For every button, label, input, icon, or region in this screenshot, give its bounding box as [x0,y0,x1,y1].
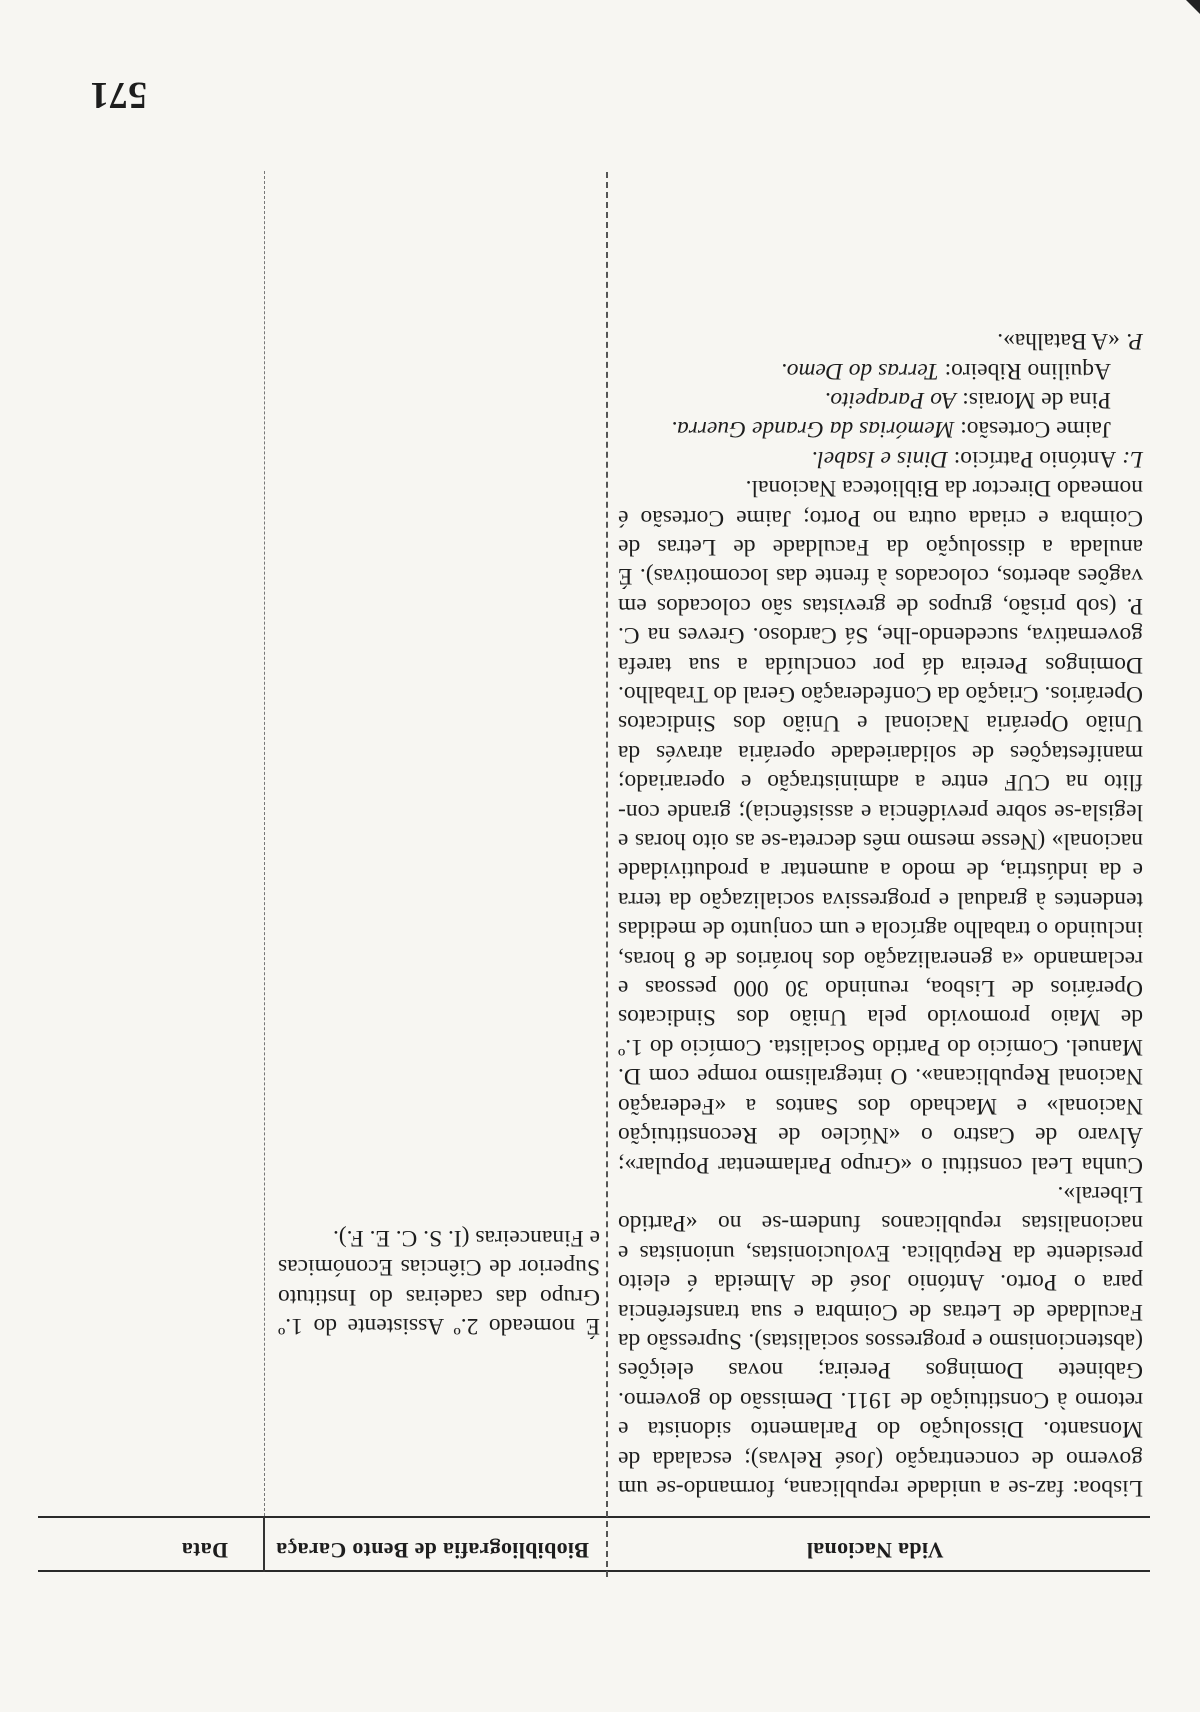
literature-entry: L: António Patrício: Dinis e Isabel. [811,445,1143,472]
biobibliografia-column [278,1222,600,1340]
press-entry: P. «A Batalha». [997,328,1143,355]
table-header [0,1521,1200,1579]
literature-entry: Jaime Cortesão: Memórias da Grande Guerra. [671,416,1111,443]
bio-paragraph: É nomeado 2.º Assistente do 1.º Grupo das cadeiras do Instituto Superior de Ciências Económicas e Financeiras (I. S. C. E. F.). [278,1224,600,1339]
column-divider-1 [606,172,608,1577]
vida-paragraph-1: Lisboa: faz-se a unidade republicana, formando-se um governo de concentração (José Relvas); escalada de Monsanto. Dissolução do Parlamento sidonista e retorno à Constituição de 1911. Demissão do governo. Gabinete Domingos Pereira; novas eleições (abstencionismo e progressos socialistas). Supressão da Faculdade de Letras de Coimbra e sua transferência para o Porto. António José de Almeida é eleito presidente da República. Evolucionistas, unionistas e nacionalistas republicanos fundem-se no «Partido Liberal». [618,1180,1143,1501]
header-biobibliografia: Biobibliografia de Bento Caraça [276,1538,590,1563]
header-vida-nacional: Vida Nacional [806,1538,944,1563]
vida-nacional-column [618,326,1143,1502]
header-data: Data [181,1538,228,1563]
column-divider-2-body [264,171,265,1516]
page-number: 571 [90,74,147,116]
vida-paragraph-2: Cunha Leal constitui o «Grupo Parlamentar Popular»; Álvaro de Castro o «Núcleo de Reconstituição Nacional» e Machado dos Santos a «Federação Nacional Republicana». O integralismo rompe com D. Manuel. Comício do Partido Socialista. Comício do 1.º de Maio promovido pela União dos Sindicatos Operários de Lisboa, reunindo 30 000 pessoas e reclamando «a generalização dos horários de 8 horas, incluindo o trabalho agrícola e um conjunto de medidas tendentes à gradual e progressiva socialização da terra e da indústria, de modo a aumentar a produtividade nacional» (Nesse mesmo mês decreta-se as oito horas e legisla-se sobre previdência e assistência); grande conflito na CUF entre a administração e operariado; manifestações de solidariedade operária através da União Operária Nacional e União dos Sindicatos Operários. Criação da Confederação Geral do Trabalho. Domingos Pereira dá por concluída a sua tarefa governativa, sucedendo-lhe, Sá Cardoso. Greves na C. P. (sob prisão, grupos de grevistas são colocados em vagões abertos, colocados à frente das locomotivas). É anulada a dissolução da Faculdade de Letras de Coimbra e criada outra no Porto; Jaime Cortesão é nomeado Director da Biblioteca Nacional. [618,475,1143,1178]
literature-entry: Pina de Morais: Ao Parapeito. [824,386,1111,413]
literature-entry: Aquilino Ribeiro: Terras do Demo. [780,357,1111,384]
scan-corner-mark [1160,0,1200,32]
header-bottom-rule [38,1516,1150,1518]
